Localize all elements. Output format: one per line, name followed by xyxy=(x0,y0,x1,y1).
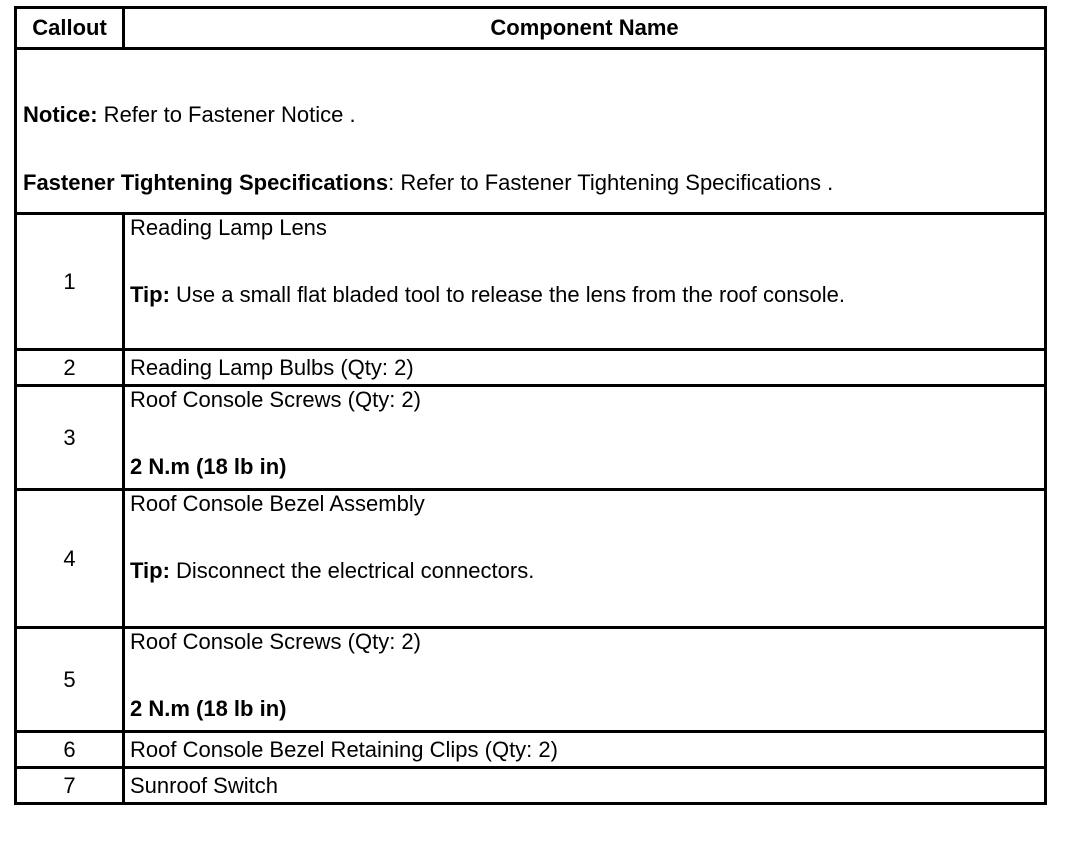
torque-spec xyxy=(130,454,1044,480)
table-row xyxy=(16,628,1046,732)
component-cell xyxy=(124,628,1046,732)
tip-text: Disconnect the electrical connectors. xyxy=(169,558,535,583)
component-cell xyxy=(124,732,1046,768)
tip-label: Tip: xyxy=(130,282,170,307)
component-table xyxy=(14,6,1047,805)
callout-cell: 2 xyxy=(16,350,124,386)
notice-line xyxy=(23,102,1038,128)
spec-line xyxy=(23,170,1038,196)
component-cell xyxy=(124,490,1046,628)
component-name: Reading Lamp Bulbs (Qty: 2) xyxy=(130,354,414,380)
torque-value: 2 N.m (18 lb in) xyxy=(130,454,287,479)
component-cell xyxy=(124,386,1046,490)
callout-cell: 6 xyxy=(16,732,124,768)
component-cell xyxy=(124,214,1046,350)
torque-spec xyxy=(130,696,1044,722)
tip-label: Tip: xyxy=(130,558,170,583)
table-row xyxy=(16,732,1046,768)
notice-text: Refer to Fastener Notice . xyxy=(97,102,356,127)
table-row xyxy=(16,386,1046,490)
tip-line xyxy=(130,282,1044,308)
component-name: Roof Console Screws (Qty: 2) xyxy=(130,387,421,412)
component-cell xyxy=(124,350,1046,386)
table-header-row xyxy=(16,8,1046,49)
component-name: Sunroof Switch xyxy=(130,772,278,798)
component-table-container xyxy=(14,6,1047,805)
notice-cell xyxy=(16,49,1046,214)
callout-cell: 7 xyxy=(16,768,124,804)
component-cell xyxy=(124,768,1046,804)
notice-label: Notice: xyxy=(23,102,98,127)
component-name: Roof Console Bezel Assembly xyxy=(130,491,425,516)
table-row xyxy=(16,214,1046,350)
table-row xyxy=(16,490,1046,628)
callout-cell: 5 xyxy=(16,628,124,732)
callout-cell: 1 xyxy=(16,214,124,350)
torque-value: 2 N.m (18 lb in) xyxy=(130,696,287,721)
callout-cell: 3 xyxy=(16,386,124,490)
callout-cell: 4 xyxy=(16,490,124,628)
table-row xyxy=(16,350,1046,386)
callout-header: Callout xyxy=(16,8,124,49)
component-name: Roof Console Screws (Qty: 2) xyxy=(130,629,421,654)
table-row xyxy=(16,768,1046,804)
tip-text: Use a small flat bladed tool to release the lens from the roof console. xyxy=(169,282,845,307)
component-name: Reading Lamp Lens xyxy=(130,215,327,240)
notice-row xyxy=(16,49,1046,214)
component-name-header: Component Name xyxy=(124,8,1046,49)
component-name: Roof Console Bezel Retaining Clips (Qty: 2) xyxy=(130,736,558,762)
spec-text: : Refer to Fastener Tightening Specifications . xyxy=(388,170,834,195)
spec-label: Fastener Tightening Specifications xyxy=(23,170,389,195)
tip-line xyxy=(130,558,1044,584)
